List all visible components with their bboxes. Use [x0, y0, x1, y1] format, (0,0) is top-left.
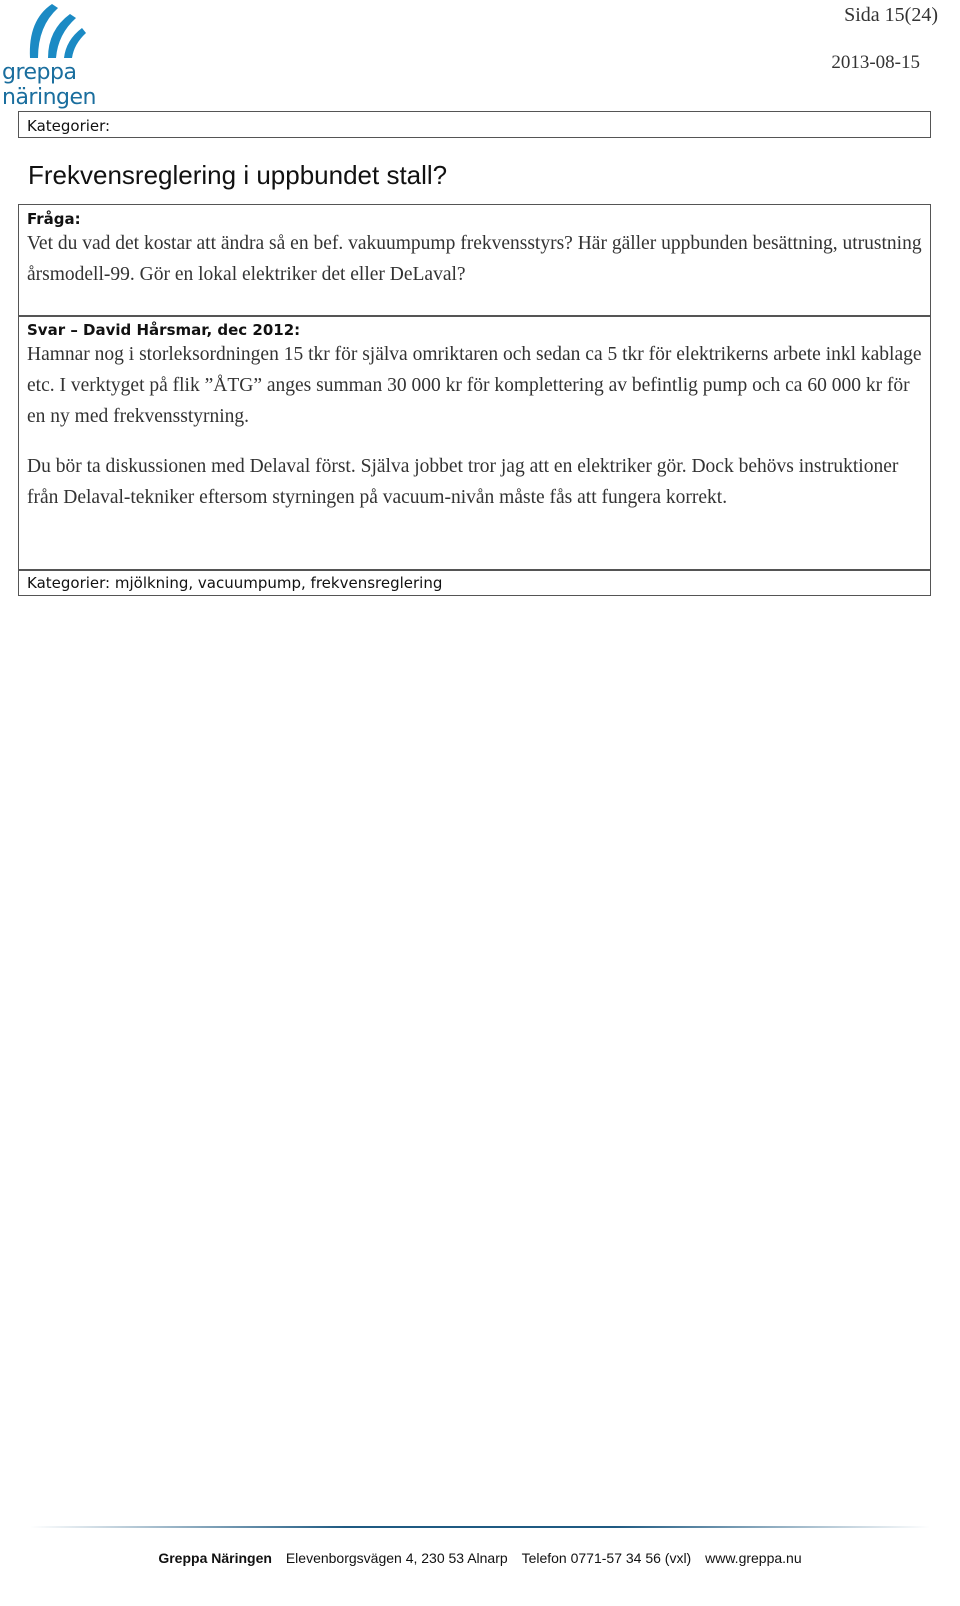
- footer-website: www.greppa.nu: [705, 1550, 802, 1566]
- page-number: Sida 15(24): [844, 4, 938, 26]
- document-date: 2013-08-15: [831, 52, 920, 73]
- footer-phone: Telefon 0771-57 34 56 (vxl): [521, 1550, 692, 1566]
- answer-paragraph: Hamnar nog i storleksordningen 15 tkr för själva omriktaren och sedan ca 5 tkr för elektrikerns arbete inkl kablage etc. I verktyget på flik ”ÅTG” anges summan 30 000 kr för komplettering av befintlig pump och ca 60 000 kr för en ny med frekvensstyrning.: [27, 344, 922, 427]
- logo-stripes-icon: [0, 0, 110, 62]
- categories-list: Kategorier: mjölkning, vacuumpump, frekvensreglering: [27, 574, 443, 592]
- footer-address: Elevenborgsvägen 4, 230 53 Alnarp: [285, 1550, 508, 1566]
- answer-label: Svar – David Hårsmar, dec 2012:: [27, 321, 301, 339]
- question-label: Fråga:: [27, 210, 81, 228]
- categories-box-bottom: [18, 569, 931, 596]
- answer-box: [18, 315, 931, 571]
- answer-paragraph: Du bör ta diskussionen med Delaval först. Själva jobbet tror jag att en elektriker gör. Dock behövs instruktioner från Delaval-tekniker eftersom styrningen på vacuum-nivån måste fås att fungera korrekt.: [27, 456, 899, 508]
- greppa-logo: [0, 0, 170, 110]
- footer-divider: [30, 1526, 930, 1528]
- categories-box-top: [18, 111, 931, 138]
- categories-label: Kategorier:: [27, 117, 111, 135]
- question-box: [18, 204, 931, 317]
- footer: [0, 1550, 960, 1566]
- question-text: Vet du vad det kostar att ändra så en bef. vakuumpump frekvensstyrs? Här gäller uppbunden besättning, utrustning årsmodell-99. Gör en lokal elektriker det eller DeLaval?: [27, 233, 922, 285]
- logo-text: greppa näringen: [2, 60, 96, 110]
- page-title: Frekvensreglering i uppbundet stall?: [28, 160, 448, 190]
- footer-org: Greppa Näringen: [158, 1550, 272, 1566]
